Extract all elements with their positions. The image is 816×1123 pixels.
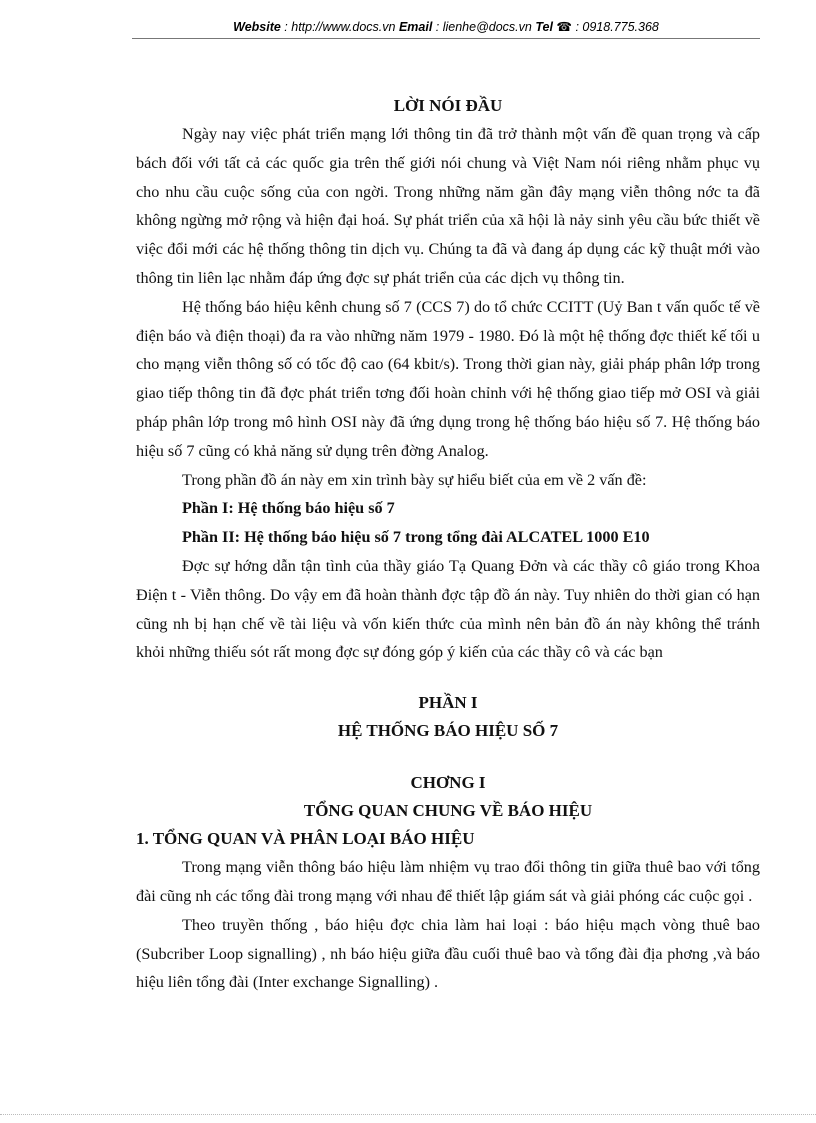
email-value: : lienhe@docs.vn bbox=[432, 20, 536, 34]
thanks-paragraph: Đợc sự hớng dẫn tận tình của thầy giáo Tạ Quang Đởn và các thầy cô giáo trong Khoa Điện t - Viễn thông. Do vậy em đã hoàn thành đợc tập đồ án này. Tuy nhiên do thời gian có hạn cũng nh bị hạn chế về tài liệu và vốn kiến thức của mình nên bản đồ án này không thể tránh khỏi những thiếu sót rất mong đợc sự đóng góp ý kiến của các thầy cô và các bạn bbox=[136, 556, 760, 662]
section1-title: 1. TỔNG QUAN VÀ PHÂN LOẠI BÁO HIỆU bbox=[136, 829, 475, 849]
tel-value: ☎ : 0918.775.368 bbox=[552, 20, 659, 34]
document-body bbox=[136, 92, 760, 997]
document-title: LỜI NÓI ĐẦU bbox=[393, 96, 503, 115]
website-label: Website bbox=[233, 20, 281, 34]
intro-paragraph-2: Hệ thống báo hiệu kênh chung số 7 (CCS 7) do tổ chức CCITT (Uỷ Ban t vấn quốc tế về điện báo và điện thoại) đa ra vào những năm 1979 - 1980. Đó là một hệ thống đợc thiết kế tối u cho mạng viễn thông số có tốc độ cao (64 kbit/s). Trong thời gian này, giải pháp phân lớp trong giao tiếp thông tin đã đợc phát triển tơng đối hoàn chỉnh với hệ thống giao tiếp mở OSI và giải pháp phân lớp trong mô hình OSI này đã ứng dụng trong hệ thống báo hiệu số 7. Hệ thống báo hiệu số 7 cũng có khả năng sử dụng trên đờng Analog. bbox=[136, 297, 760, 460]
page-header bbox=[132, 18, 760, 39]
website-value: : http://www.docs.vn bbox=[280, 20, 399, 34]
email-label: Email bbox=[398, 20, 433, 34]
part1-title: HỆ THỐNG BÁO HIỆU SỐ 7 bbox=[337, 721, 559, 741]
chapter1-title: TỔNG QUAN CHUNG VỀ BÁO HIỆU bbox=[303, 801, 593, 821]
page-footer-divider bbox=[0, 1114, 816, 1115]
section1-paragraph-2: Theo truyền thống , báo hiệu đợc chia làm hai loại : báo hiệu mạch vòng thuê bao (Subcriber Loop signalling) , nh báo hiệu giữa đầu cuối thuê bao và tổng đài địa phơng ,và báo hiệu liên tổng đài (Inter exchange Signalling) . bbox=[136, 915, 760, 992]
intro-paragraph-1: Ngày nay việc phát triển mạng lới thông tin đã trở thành một vấn đề quan trọng và cấp bách đối với tất cả các quốc gia trên thế giới nói chung và Việt Nam nói riêng nhằm phục vụ cho nhu cầu cuộc sống của con ngời. Trong những năm gần đây mạng viễn thông nớc ta đã không ngừng mở rộng và hiện đại hoá. Sự phát triển của xã hội là nảy sinh yêu cầu bức thiết về việc đổi mới các hệ thống thông tin dịch vụ. Chúng ta đã và đang áp dụng các kỹ thuật mới vào thông tin liên lạc nhằm đáp ứng đợc sự phát triển của các dịch vụ thông tin. bbox=[136, 125, 760, 287]
part1-label: PHẦN I bbox=[418, 693, 478, 713]
intro-paragraph-3: Trong phần đồ án này em xin trình bày sự hiểu biết của em về 2 vấn đề: bbox=[182, 470, 647, 489]
tel-label: Tel bbox=[535, 20, 553, 34]
chapter1-label: CHƠNG I bbox=[410, 773, 486, 793]
section1-paragraph-1: Trong mạng viễn thông báo hiệu làm nhiệm vụ trao đổi thông tin giữa thuê bao với tổng đài cũng nh các tổng đài trong mạng với nhau để thiết lập giám sát và giải phóng các cuộc gọi . bbox=[136, 858, 760, 905]
part-heading-1: Phần I: Hệ thống báo hiệu số 7 bbox=[182, 499, 395, 518]
part-heading-2: Phần II: Hệ thống báo hiệu số 7 trong tổng đài ALCATEL 1000 E10 bbox=[182, 528, 650, 547]
